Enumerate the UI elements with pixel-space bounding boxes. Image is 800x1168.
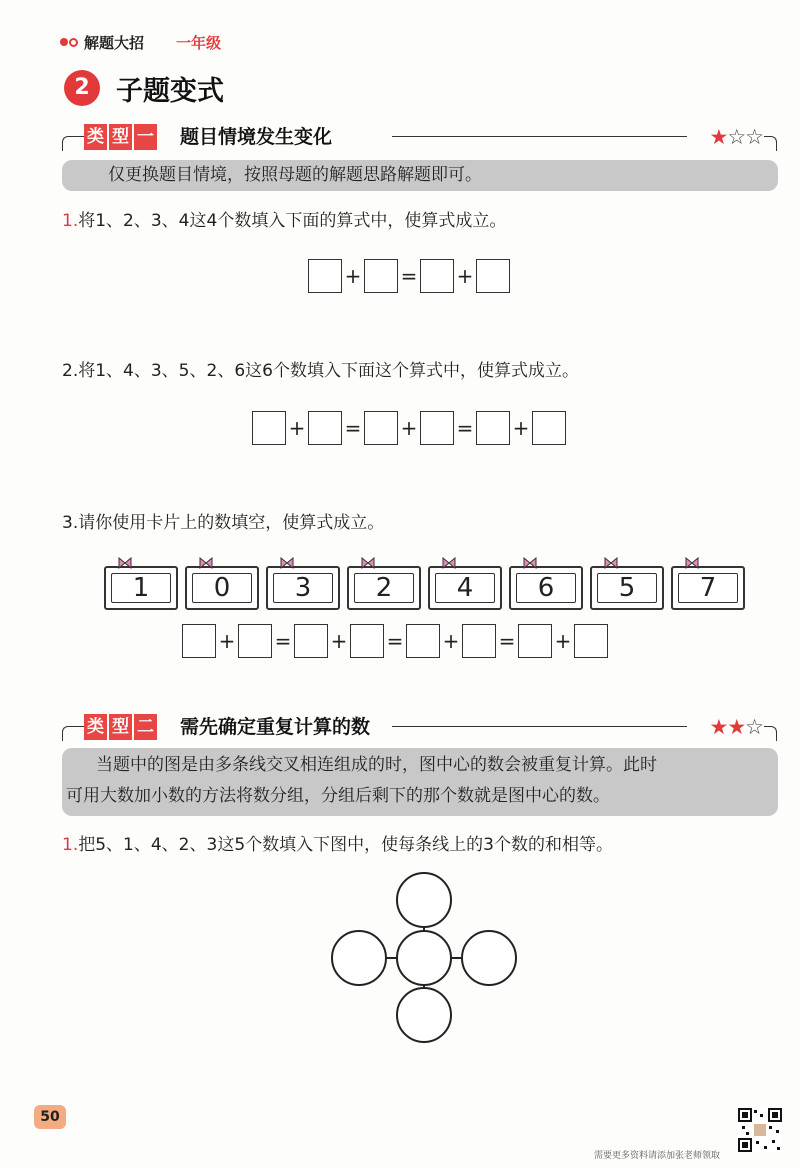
section-number-badge: 2 [64,70,100,106]
type2-header [62,714,777,740]
difficulty-stars-icon: ★☆☆ [709,125,763,149]
bow-icon [280,557,294,569]
answer-box[interactable] [350,624,384,658]
answer-box[interactable] [476,411,510,445]
answer-box[interactable] [420,259,454,293]
grade-label: 一年级 [176,34,222,52]
bow-icon [523,557,537,569]
type1-tag: 类 型 一 [84,124,159,150]
answer-box[interactable] [518,624,552,658]
answer-box[interactable] [364,411,398,445]
type1-title: 题目情境发生变化 [180,126,333,148]
answer-box[interactable] [238,624,272,658]
answer-box[interactable] [364,259,398,293]
type1-tip-text: 仅更换题目情境，按照母题的解题思路解题即可。 [108,165,482,185]
answer-box[interactable] [294,624,328,658]
number-card: 1 [104,566,178,610]
question-2: 2.将1、4、3、5、2、6这6个数填入下面这个算式中，使算式成立。 [62,361,579,381]
answer-box[interactable] [420,411,454,445]
bow-icon [118,557,132,569]
bow-icon [685,557,699,569]
q2-equation: + = + = + [252,411,566,445]
qr-code-icon [738,1108,782,1152]
answer-box[interactable] [574,624,608,658]
difficulty-stars-icon: ★★☆ [709,715,763,739]
footer-note: 需要更多资料请添加张老师领取 [594,1151,721,1161]
bow-icon [442,557,456,569]
bow-icon [361,557,375,569]
type2-tip-line-1: 当题中的图是由多条线交叉相连组成的时，图中心的数会被重复计算。此时 [96,755,657,775]
question-1: 1.将1、2、3、4这4个数填入下面的算式中，使算式成立。 [62,211,507,231]
q1-equation: + = + [308,259,510,293]
type2-question-1: 1.把5、1、4、2、3这5个数填入下图中，使每条线上的3个数的和相等。 [62,835,613,855]
bow-icon [604,557,618,569]
type1-header [62,124,777,150]
answer-box[interactable] [308,411,342,445]
page-number: 50 [34,1105,66,1129]
header-dots-icon [60,36,80,48]
circle-top[interactable] [397,873,451,927]
q3-equation: + = + = + = + [182,624,608,658]
answer-box[interactable] [308,259,342,293]
type2-tip-line-2: 可用大数加小数的方法将数分组，分组后剩下的那个数就是图中心的数。 [66,786,610,806]
circle-left[interactable] [332,931,386,985]
circle-center[interactable] [397,931,451,985]
section-title: 子题变式 [116,76,224,107]
answer-box[interactable] [532,411,566,445]
number-card: 6 [509,566,583,610]
answer-box[interactable] [182,624,216,658]
circle-cross-diagram [326,868,522,1044]
number-card: 0 [185,566,259,610]
number-card: 7 [671,566,745,610]
bow-icon [199,557,213,569]
type1-tip-box [62,160,778,191]
number-card: 5 [590,566,664,610]
answer-box[interactable] [462,624,496,658]
answer-box[interactable] [252,411,286,445]
number-card: 3 [266,566,340,610]
answer-box[interactable] [476,259,510,293]
answer-box[interactable] [406,624,440,658]
type2-tip-box [62,748,778,816]
book-title: 解题大招 [84,34,145,52]
number-card: 4 [428,566,502,610]
question-3: 3.请你使用卡片上的数填空，使算式成立。 [62,513,385,533]
type2-title: 需先确定重复计算的数 [180,716,371,738]
number-card: 2 [347,566,421,610]
circle-bottom[interactable] [397,988,451,1042]
circle-right[interactable] [462,931,516,985]
type2-tag: 类 型 二 [84,714,159,740]
